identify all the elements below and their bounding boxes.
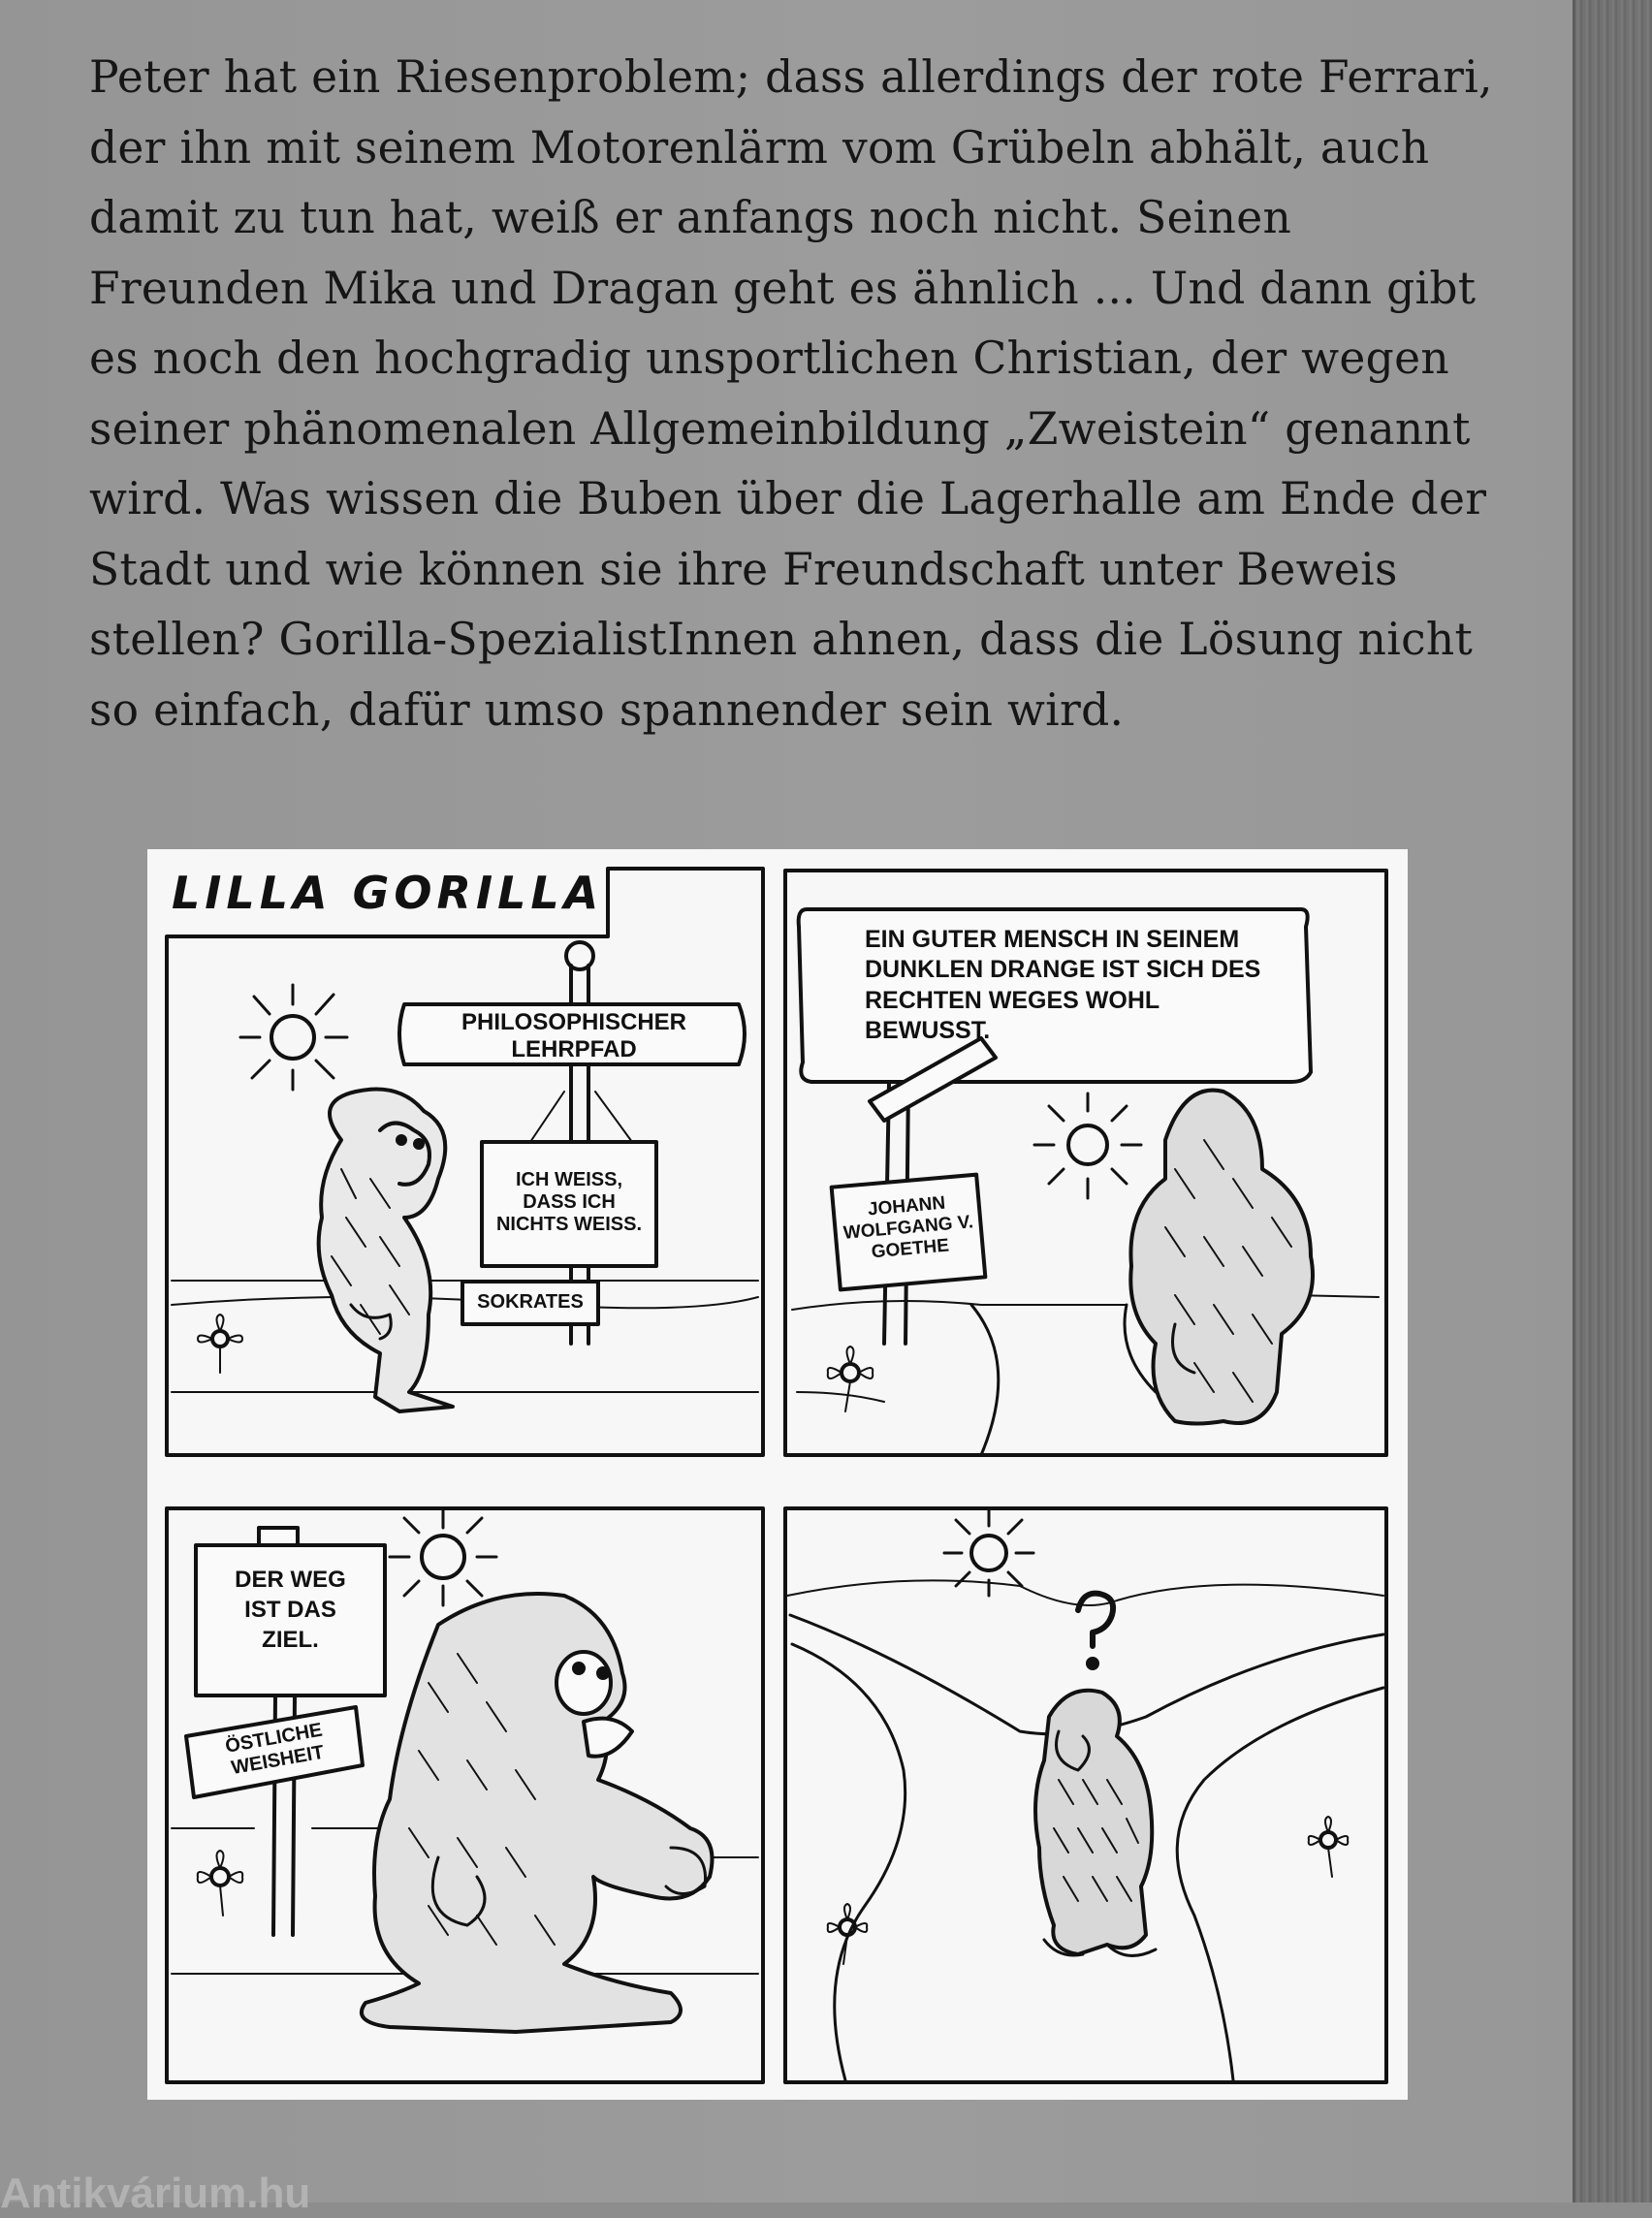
- panel-4-art: [787, 1510, 1383, 2080]
- blurb-line: stellen? Gorilla-SpezialistInnen ahnen, dass die Lösung nicht: [89, 614, 1474, 665]
- book-spine: [1573, 0, 1652, 2202]
- blurb-line: der ihn mit seinem Motorenlärm vom Grübeln abhält, auch: [89, 121, 1430, 174]
- philosophy-trail-label: PHILOSOPHISCHER LEHRPFAD: [461, 1009, 687, 1062]
- comic-strip: [147, 849, 1408, 2100]
- gorilla-4: [1035, 1691, 1152, 1954]
- watermark: Antikvárium.hu: [0, 2170, 311, 2217]
- eastern-wisdom-label: ÖSTLICHE WEISHEIT: [223, 1719, 326, 1780]
- gorilla-2: [1130, 1091, 1313, 1424]
- blurb-line: damit zu tun hat, weiß er anfangs noch nicht. Seinen: [89, 192, 1292, 243]
- blurb-line: wird. Was wissen die Buben über die Lagerhalle am Ende der: [89, 473, 1487, 524]
- blurb-line: Freunden Mika und Dragan geht es ähnlich ... Und dann gibt: [89, 262, 1477, 314]
- blurb-line: seiner phänomenalen Allgemeinbildung „Zweistein“ genannt: [89, 402, 1471, 455]
- blurb-line: Stadt und wie können sie ihre Freundschaft unter Beweis: [89, 543, 1398, 595]
- blurb-line: es noch den hochgradig unsportlichen Christian, der wegen: [89, 333, 1449, 384]
- socrates-quote: ICH WEISS, DASS ICH NICHTS WEISS.: [495, 1169, 642, 1235]
- comic-title: LILLA GORILLA: [172, 867, 604, 919]
- gorilla-1: [319, 1090, 453, 1412]
- blurb-line: Peter hat ein Riesenproblem; dass allerdings der rote Ferrari,: [89, 51, 1493, 103]
- dao-quote: DER WEG IST DAS ZIEL.: [235, 1567, 346, 1654]
- goethe-label: JOHANN WOLFGANG V. GOETHE: [842, 1192, 974, 1263]
- gorilla-3: [362, 1594, 713, 2032]
- blurb-line: so einfach, dafür umso spannender sein wird.: [89, 683, 1125, 736]
- blurb-text: [89, 43, 1505, 745]
- panel-1-frame: [167, 869, 763, 1455]
- socrates-label: SOKRATES: [477, 1291, 584, 1313]
- goethe-quote: EIN GUTER MENSCH IN SEINEM DUNKLEN DRANGE IST SICH DES RECHTEN WEGES WOHL BEWUSST.: [865, 926, 1261, 1044]
